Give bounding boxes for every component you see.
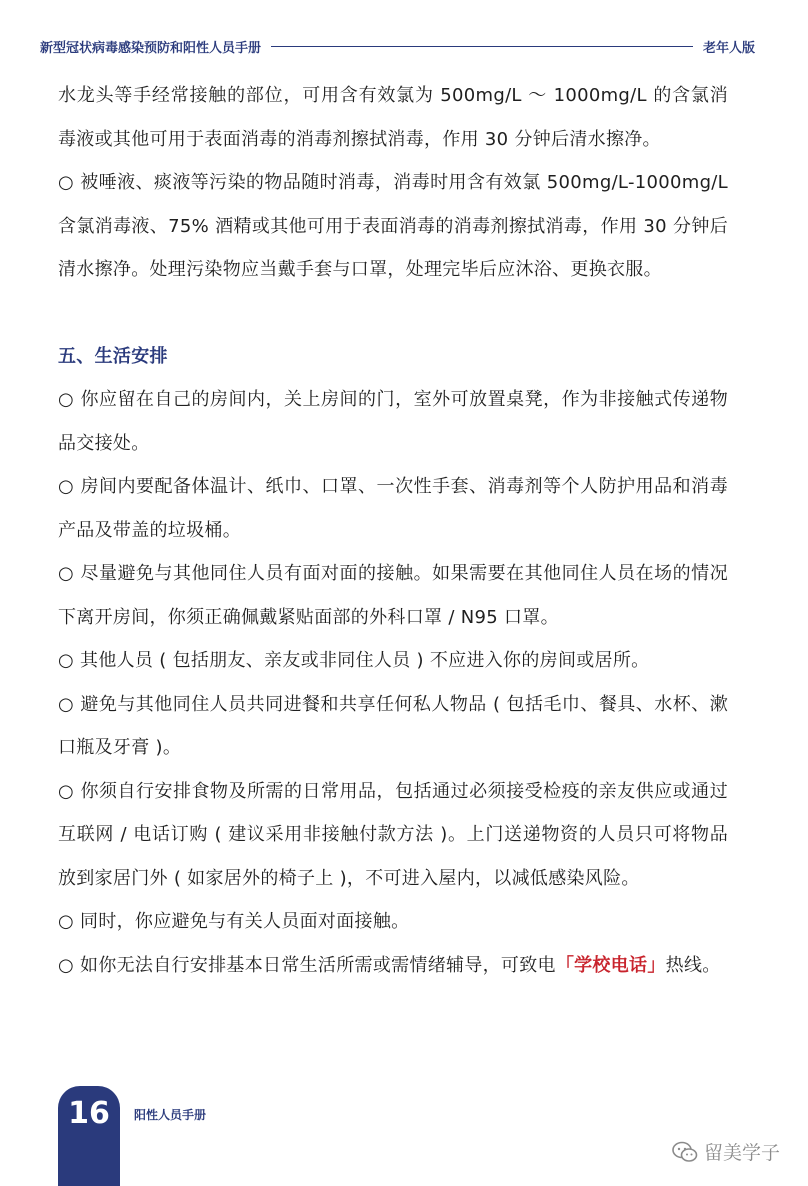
list-item-text: 热线。 [665,954,721,976]
manual-title: 新型冠状病毒感染预防和阳性人员手册 [40,40,262,56]
wechat-icon [672,1141,698,1163]
paragraph: ○ 被唾液、痰液等污染的物品随时消毒，消毒时用含有效氯 500mg/L-1000mg/L 含氯消毒液、75% 酒精或其他可用于表面消毒的消毒剂擦拭消毒，作用 30 分钟后清水擦净。处理污染物应当戴手套与口罩，处理完毕后应沐浴、更换衣服。 [58,172,728,280]
edition-label: 老年人版 [702,40,755,56]
list-item: ○ 你应留在自己的房间内，关上房间的门，室外可放置桌凳，作为非接触式传递物品交接处。 [58,389,728,454]
header-divider [271,46,693,47]
watermark [672,1138,780,1165]
page-content [58,74,728,987]
page-number: 16 [68,1096,110,1131]
list-item: ○ 尽量避免与其他同住人员有面对面的接触。如果需要在其他同住人员在场的情况下离开房间，你须正确佩戴紧贴面部的外科口罩 / N95 口罩。 [58,563,728,628]
list-item: ○ 房间内要配备体温计、纸巾、口罩、一次性手套、消毒剂等个人防护用品和消毒产品及带盖的垃圾桶。 [58,476,728,541]
page-header [40,30,755,62]
footer-label: 阳性人员手册 [134,1108,207,1122]
watermark-text: 留美学子 [704,1142,781,1164]
list-item: ○ 同时，你应避免与有关人员面对面接触。 [58,911,410,932]
paragraph: 水龙头等手经常接触的部位，可用含有效氯为 500mg/L ～ 1000mg/L 的含氯消毒液或其他可用于表面消毒的消毒剂擦拭消毒，作用 30 分钟后清水擦净。 [58,85,728,150]
list-item-text: ○ 如你无法自行安排基本日常生活所需或需情绪辅导，可致电 [58,954,556,976]
section-title: 五、生活安排 [58,345,168,367]
school-phone-highlight: 「学校电话」 [555,954,666,976]
list-item [58,944,728,988]
page-number-tab [58,1086,120,1186]
list-item: ○ 你须自行安排食物及所需的日常用品，包括通过必须接受检疫的亲友供应或通过互联网 / 电话订购 ( 建议采用非接触付款方法 )。上门送递物资的人员只可将物品放到家居门外 ( 如家居外的椅子上 )，不可进入屋内，以减低感染风险。 [58,780,728,889]
list-item: ○ 避免与其他同住人员共同进餐和共享任何私人物品 ( 包括毛巾、餐具、水杯、漱口瓶及牙膏 )。 [58,693,728,758]
list-item: ○ 其他人员 ( 包括朋友、亲友或非同住人员 ) 不应进入你的房间或居所。 [58,650,650,671]
